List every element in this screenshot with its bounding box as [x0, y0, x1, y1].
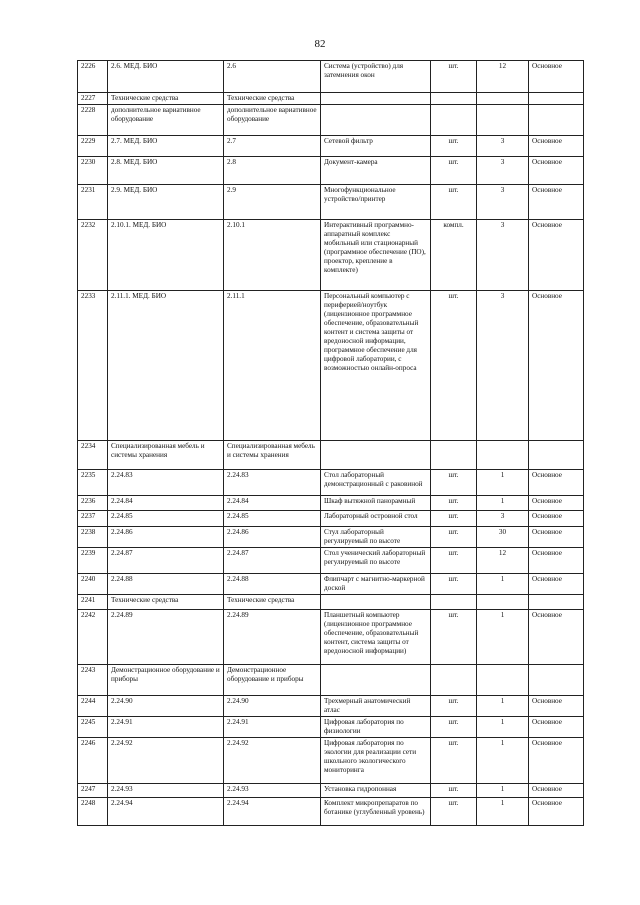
item-name-cell: Цифровая лаборатория по физиологии: [321, 717, 431, 738]
table-row: [78, 157, 584, 185]
code-cell: 2.24.93: [108, 784, 224, 798]
status-cell: Основное: [529, 548, 584, 574]
item-name-cell: Флипчарт с магнитно-маркерной доской: [321, 574, 431, 595]
row-number: 2244: [78, 696, 108, 717]
page-number: 82: [314, 38, 326, 50]
code-cell: 2.6. МЕД. БИО: [108, 61, 224, 93]
status-cell: Основное: [529, 61, 584, 93]
code-cell: 2.24.89: [108, 610, 224, 665]
subcode-cell: 2.24.90: [224, 696, 321, 717]
subcode-cell: 2.24.86: [224, 527, 321, 548]
row-number: 2236: [78, 496, 108, 511]
quantity-cell: 1: [477, 738, 529, 784]
row-number: 2230: [78, 157, 108, 185]
row-number: 2232: [78, 220, 108, 291]
item-name-cell: Комплект микропрепаратов по ботанике (углубленный уровень): [321, 798, 431, 826]
status-cell: [529, 665, 584, 696]
item-name-cell: Стол лабораторный демонстрационный с раковиной: [321, 470, 431, 496]
table-row: [78, 185, 584, 220]
item-name-cell: Документ-камера: [321, 157, 431, 185]
status-cell: Основное: [529, 717, 584, 738]
status-cell: Основное: [529, 574, 584, 595]
quantity-cell: 1: [477, 574, 529, 595]
unit-cell: шт.: [431, 798, 477, 826]
row-number: 2237: [78, 511, 108, 527]
subcode-cell: 2.24.92: [224, 738, 321, 784]
unit-cell: шт.: [431, 738, 477, 784]
code-cell: 2.24.92: [108, 738, 224, 784]
row-number: 2227: [78, 93, 108, 105]
unit-cell: [431, 93, 477, 105]
unit-cell: [431, 105, 477, 136]
quantity-cell: 30: [477, 527, 529, 548]
quantity-cell: 3: [477, 220, 529, 291]
code-cell: Технические средства: [108, 93, 224, 105]
status-cell: Основное: [529, 220, 584, 291]
code-cell: 2.24.90: [108, 696, 224, 717]
unit-cell: шт.: [431, 717, 477, 738]
item-name-cell: Персональный компьютер с периферией/ноутбук (лицензионное программное обеспечение, образовательный контент и система защиты от вредоносной информации, программное обеспечение для цифровой лаборатории, с возможностью онлайн-опроса: [321, 291, 431, 441]
code-cell: 2.24.87: [108, 548, 224, 574]
subcode-cell: 2.6: [224, 61, 321, 93]
status-cell: Основное: [529, 496, 584, 511]
quantity-cell: [477, 105, 529, 136]
status-cell: Основное: [529, 185, 584, 220]
quantity-cell: 1: [477, 496, 529, 511]
table-row: [78, 574, 584, 595]
status-cell: Основное: [529, 784, 584, 798]
table-row: [78, 527, 584, 548]
unit-cell: шт.: [431, 470, 477, 496]
quantity-cell: 12: [477, 548, 529, 574]
status-cell: Основное: [529, 738, 584, 784]
row-number: 2248: [78, 798, 108, 826]
table-row: [78, 220, 584, 291]
table-row: [78, 291, 584, 441]
subcode-cell: дополнительное вариативное оборудование: [224, 105, 321, 136]
quantity-cell: [477, 441, 529, 470]
item-name-cell: Цифровая лаборатория по экологии для реализации сети школьного экологического мониторинга: [321, 738, 431, 784]
subcode-cell: 2.24.83: [224, 470, 321, 496]
status-cell: Основное: [529, 798, 584, 826]
table-row: [78, 784, 584, 798]
unit-cell: [431, 595, 477, 610]
item-name-cell: [321, 105, 431, 136]
item-name-cell: [321, 93, 431, 105]
subcode-cell: 2.24.87: [224, 548, 321, 574]
unit-cell: шт.: [431, 136, 477, 157]
quantity-cell: [477, 665, 529, 696]
code-cell: 2.10.1. МЕД. БИО: [108, 220, 224, 291]
unit-cell: шт.: [431, 548, 477, 574]
item-name-cell: Многофункциональное устройство/принтер: [321, 185, 431, 220]
subcode-cell: 2.7: [224, 136, 321, 157]
subcode-cell: 2.9: [224, 185, 321, 220]
quantity-cell: 3: [477, 185, 529, 220]
status-cell: Основное: [529, 610, 584, 665]
quantity-cell: 1: [477, 470, 529, 496]
quantity-cell: 1: [477, 798, 529, 826]
row-number: 2234: [78, 441, 108, 470]
table-row: [78, 470, 584, 496]
row-number: 2243: [78, 665, 108, 696]
quantity-cell: 3: [477, 291, 529, 441]
row-number: 2229: [78, 136, 108, 157]
item-name-cell: [321, 441, 431, 470]
quantity-cell: [477, 93, 529, 105]
status-cell: Основное: [529, 511, 584, 527]
row-number: 2233: [78, 291, 108, 441]
subcode-cell: Технические средства: [224, 93, 321, 105]
unit-cell: компл.: [431, 220, 477, 291]
row-number: 2240: [78, 574, 108, 595]
row-number: 2245: [78, 717, 108, 738]
table-row: [78, 595, 584, 610]
row-number: 2228: [78, 105, 108, 136]
code-cell: 2.9. МЕД. БИО: [108, 185, 224, 220]
code-cell: 2.11.1. МЕД. БИО: [108, 291, 224, 441]
status-cell: [529, 93, 584, 105]
status-cell: Основное: [529, 157, 584, 185]
code-cell: Демонстрационное оборудование и приборы: [108, 665, 224, 696]
subcode-cell: 2.24.85: [224, 511, 321, 527]
item-name-cell: [321, 595, 431, 610]
unit-cell: [431, 441, 477, 470]
status-cell: Основное: [529, 470, 584, 496]
code-cell: 2.24.86: [108, 527, 224, 548]
unit-cell: шт.: [431, 496, 477, 511]
status-cell: [529, 441, 584, 470]
item-name-cell: Лабораторный островной стол: [321, 511, 431, 527]
quantity-cell: 1: [477, 784, 529, 798]
code-cell: 2.24.84: [108, 496, 224, 511]
subcode-cell: 2.10.1: [224, 220, 321, 291]
status-cell: [529, 105, 584, 136]
unit-cell: шт.: [431, 610, 477, 665]
quantity-cell: 1: [477, 717, 529, 738]
item-name-cell: Стол ученический лабораторный регулируемый по высоте: [321, 548, 431, 574]
code-cell: 2.8. МЕД. БИО: [108, 157, 224, 185]
subcode-cell: 2.24.84: [224, 496, 321, 511]
row-number: 2239: [78, 548, 108, 574]
quantity-cell: 1: [477, 610, 529, 665]
item-name-cell: Интерактивный программно-аппаратный комплекс мобильный или стационарный (программное обеспечение (ПО), проектор, крепление в комплекте): [321, 220, 431, 291]
table-row: [78, 717, 584, 738]
unit-cell: шт.: [431, 61, 477, 93]
subcode-cell: 2.24.89: [224, 610, 321, 665]
status-cell: [529, 595, 584, 610]
table-row: [78, 441, 584, 470]
table-row: [78, 665, 584, 696]
table-row: [78, 610, 584, 665]
quantity-cell: 3: [477, 157, 529, 185]
row-number: 2242: [78, 610, 108, 665]
row-number: 2231: [78, 185, 108, 220]
quantity-cell: 12: [477, 61, 529, 93]
subcode-cell: 2.24.91: [224, 717, 321, 738]
table-row: [78, 696, 584, 717]
code-cell: 2.24.94: [108, 798, 224, 826]
table-row: [78, 61, 584, 93]
row-number: 2238: [78, 527, 108, 548]
quantity-cell: 3: [477, 136, 529, 157]
unit-cell: шт.: [431, 527, 477, 548]
unit-cell: шт.: [431, 185, 477, 220]
row-number: 2246: [78, 738, 108, 784]
item-name-cell: Шкаф вытяжной панорамный: [321, 496, 431, 511]
unit-cell: шт.: [431, 157, 477, 185]
row-number: 2235: [78, 470, 108, 496]
code-cell: 2.24.85: [108, 511, 224, 527]
subcode-cell: 2.8: [224, 157, 321, 185]
item-name-cell: Планшетный компьютер (лицензионное программное обеспечение, образовательный контент, система защиты от вредоносной информации): [321, 610, 431, 665]
quantity-cell: [477, 595, 529, 610]
status-cell: Основное: [529, 696, 584, 717]
unit-cell: шт.: [431, 696, 477, 717]
subcode-cell: Технические средства: [224, 595, 321, 610]
code-cell: 2.24.83: [108, 470, 224, 496]
subcode-cell: Специализированная мебель и системы хранения: [224, 441, 321, 470]
item-name-cell: Установка гидропонная: [321, 784, 431, 798]
subcode-cell: 2.24.88: [224, 574, 321, 595]
quantity-cell: 3: [477, 511, 529, 527]
subcode-cell: 2.24.94: [224, 798, 321, 826]
code-cell: дополнительное вариативное оборудование: [108, 105, 224, 136]
unit-cell: шт.: [431, 291, 477, 441]
table-row: [78, 496, 584, 511]
table-row: [78, 93, 584, 105]
unit-cell: шт.: [431, 574, 477, 595]
quantity-cell: 1: [477, 696, 529, 717]
item-name-cell: Сетевой фильтр: [321, 136, 431, 157]
row-number: 2226: [78, 61, 108, 93]
item-name-cell: Трехмерный анатомический атлас: [321, 696, 431, 717]
code-cell: Технические средства: [108, 595, 224, 610]
table-row: [78, 511, 584, 527]
unit-cell: шт.: [431, 511, 477, 527]
subcode-cell: Демонстрационное оборудование и приборы: [224, 665, 321, 696]
row-number: 2247: [78, 784, 108, 798]
unit-cell: шт.: [431, 784, 477, 798]
subcode-cell: 2.24.93: [224, 784, 321, 798]
table-row: [78, 738, 584, 784]
status-cell: Основное: [529, 136, 584, 157]
status-cell: Основное: [529, 291, 584, 441]
item-name-cell: [321, 665, 431, 696]
code-cell: Специализированная мебель и системы хранения: [108, 441, 224, 470]
table-row: [78, 798, 584, 826]
status-cell: Основное: [529, 527, 584, 548]
code-cell: 2.24.91: [108, 717, 224, 738]
table-row: [78, 548, 584, 574]
item-name-cell: Система (устройство) для затемнения окон: [321, 61, 431, 93]
code-cell: 2.24.88: [108, 574, 224, 595]
code-cell: 2.7. МЕД. БИО: [108, 136, 224, 157]
subcode-cell: 2.11.1: [224, 291, 321, 441]
unit-cell: [431, 665, 477, 696]
item-name-cell: Стул лабораторный регулируемый по высоте: [321, 527, 431, 548]
table-row: [78, 105, 584, 136]
row-number: 2241: [78, 595, 108, 610]
table-row: [78, 136, 584, 157]
equipment-table: [77, 60, 584, 826]
